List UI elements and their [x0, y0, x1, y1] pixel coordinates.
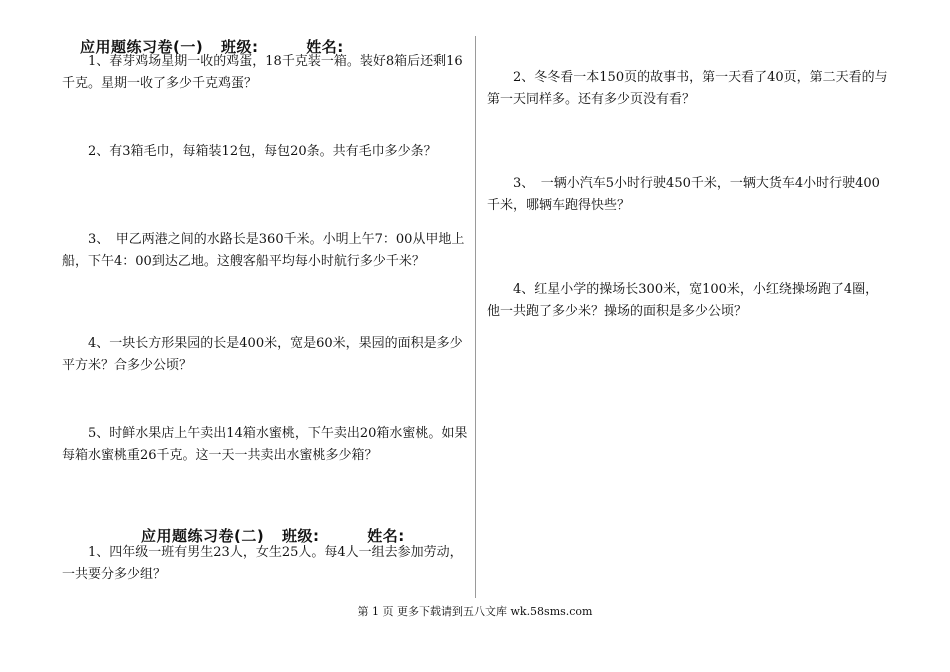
paper1-question-1: 1、春芽鸡场星期一收的鸡蛋，18千克装一箱。装好8箱后还剩16千克。星期一收了多少千克鸡蛋？ — [62, 54, 463, 91]
paper1-right-question-4: 4、红星小学的操场长300米，宽100米，小红绕操场跑了4圈，他一共跑了多少米？操场的面积是多少公顷？ — [487, 282, 879, 319]
paper1-right-question-3: 3、 一辆小汽车5小时行驶450千米，一辆大货车4小时行驶400千米，哪辆车跑得快些？ — [487, 176, 880, 213]
paper1-question-2: 2、有3箱毛巾，每箱装12包，每包20条。共有毛巾多少条？ — [88, 144, 437, 159]
paper2-name-label: 姓名: — [367, 527, 405, 545]
paper1-question-4: 4、一块长方形果园的长是400米，宽是60米，果园的面积是多少平方米？合多少公顷？ — [62, 336, 463, 373]
paper1-question-3: 3、 甲乙两港之间的水路长是360千米。小明上午7：00从甲地上船，下午4：00到达乙地。这艘客船平均每小时航行多少千米？ — [62, 232, 465, 269]
page-footer: 第 1 页 更多下载请到五八文库 wk.58sms.com — [357, 605, 593, 618]
paper1-title: 应用题练习卷(一) — [80, 38, 204, 56]
paper2-title: 应用题练习卷(二) — [141, 527, 265, 545]
paper1-class-label: 班级: — [220, 38, 259, 56]
paper1-right-question-2: 2、冬冬看一本150页的故事书，第一天看了40页，第二天看的与第一天同样多。还有多少页没有看？ — [487, 70, 888, 107]
paper1-question-5: 5、时鲜水果店上午卖出14箱水蜜桃，下午卖出20箱水蜜桃。如果每箱水蜜桃重26千克。这一天一共卖出水蜜桃多少箱？ — [62, 426, 468, 463]
paper2-question-1: 1、四年级一班有男生23人，女生25人。每4人一组去参加劳动，一共要分多少组？ — [62, 545, 463, 582]
paper2-class-label: 班级: — [281, 527, 320, 545]
column-divider — [475, 36, 476, 598]
paper1-name-label: 姓名: — [306, 38, 344, 56]
